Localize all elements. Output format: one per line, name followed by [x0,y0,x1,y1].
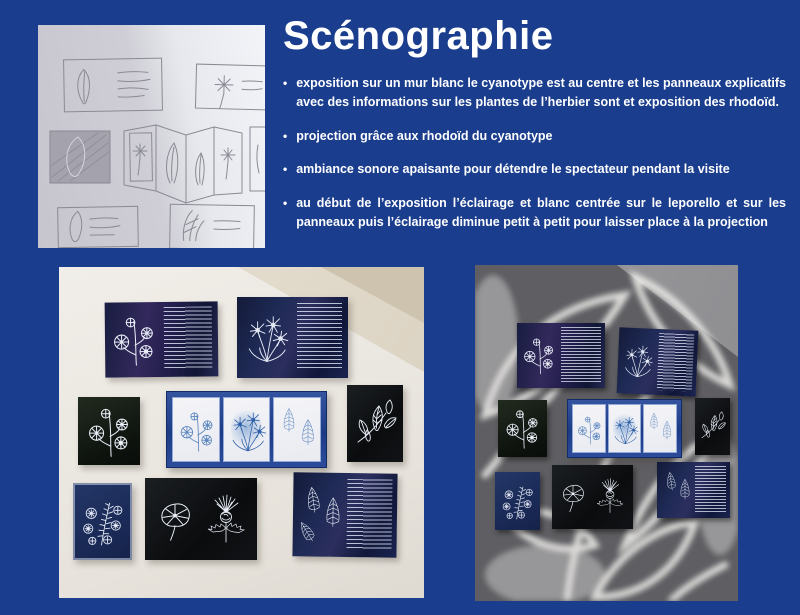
bullet-eclairage [283,194,786,232]
cyanotype-panel-nasturtium [498,400,547,457]
cyanotype-panel-text-nasturtium [517,323,605,388]
bullet-marker: • [283,162,288,177]
cyanotype-panel-branch [695,398,730,455]
bullet-text: ambiance sonore apaisante pour détendre le spectateur pendant la visite [296,162,730,177]
projection-wall-photo [475,265,738,601]
text-column [283,14,786,247]
cyanotype-panel-text-ferns [292,472,397,557]
bullet-text: au début de l’exposition l’éclairage et blanc centrée sur le leporello et sur les panneaux puis l’éclairage diminue petit à petit pour laisser place à la projection [296,196,786,229]
leporello-page-ferns [273,397,321,462]
cyanotype-panel-text-daisy [237,297,348,378]
leporello-page-ferns [643,404,677,453]
bullet-text: projection grâce aux rhodoïd du cyanotype [296,128,553,143]
pencil-sketch-drawing [38,25,265,248]
cyanotype-panel-text-ferns [657,462,730,518]
bullet-list [283,74,786,232]
bullet-marker: • [283,196,288,210]
leporello-triptych [567,399,682,458]
cyanotype-panel-branch [347,385,403,462]
cyanotype-panel-nasturtium [78,397,140,465]
sketch-photo [38,25,265,248]
cyanotype-panel-text-nasturtium [105,301,219,377]
leporello-page-leaves [572,404,606,453]
leporello-page-bouquet [608,404,642,453]
cyanotype-panel-leaf-thistle [145,478,257,560]
leporello-page-leaves [172,397,220,462]
bullet-projection [283,127,786,146]
bullet-marker: • [283,128,288,143]
cyanotype-panel-leaf-thistle [552,465,633,529]
cyanotype-panel-lupine [73,483,132,560]
cyanotype-panel-lupine [495,472,540,530]
exhibition-wall-photo [59,267,424,598]
cyanotype-panel-text-daisy [617,327,699,396]
bullet-exposition [283,74,786,112]
bullet-marker: • [283,76,288,90]
leporello-triptych [166,391,327,468]
bullet-ambiance [283,160,786,179]
page-title: Scénographie [283,14,554,58]
bullet-text: exposition sur un mur blanc le cyanotype est au centre et les panneaux explicatifs avec des informations sur les plantes de l’herbier sont et exposition des rhodoïd. [296,76,786,109]
leporello-page-bouquet [223,397,271,462]
